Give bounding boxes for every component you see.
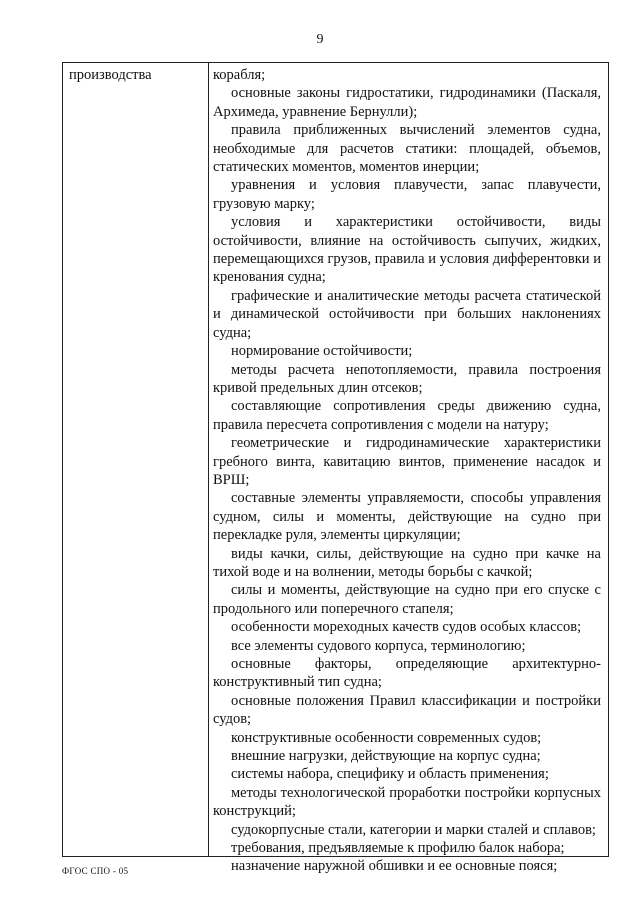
list-item: составные элементы управляемости, способы управления судном, силы и моменты, действующие на судно при перекладке руля, элементы циркуляции;: [213, 490, 601, 544]
list-item: методы технологической проработки постройки корпусных конструкций;: [213, 784, 601, 820]
list-item: конструктивные особенности современных судов;: [231, 729, 542, 746]
list-item: нормирование остойчивости;: [231, 343, 413, 360]
list-item: системы набора, специфику и область применения;: [231, 766, 549, 783]
list-item: графические и аналитические методы расчета статической и динамической остойчивости при больших наклонениях судна;: [213, 287, 601, 341]
list-item: основные законы гидростатики, гидродинамики (Паскаля, Архимеда, уравнение Бернулли);: [213, 85, 601, 120]
footer-code: ФГОС СПО - 05: [62, 866, 129, 876]
list-item: виды качки, силы, действующие на судно при качке на тихой воде и на волнении, методы борьбы с качкой;: [213, 545, 601, 580]
list-item: условия и характеристики остойчивости, виды остойчивости, влияние на остойчивость сыпучих, жидких, перемещающихся грузов, правила и условия дифферентовки и кренования судна;: [213, 214, 601, 286]
left-cell-text: производства: [69, 67, 152, 83]
list-item: составляющие сопротивления среды движению судна, правила пересчета сопротивления с модели на натуру;: [213, 398, 601, 433]
list-item: судокорпусные стали, категории и марки сталей и сплавов;: [231, 821, 596, 838]
page-number: 9: [316, 32, 324, 47]
list-item: внешние нагрузки, действующие на корпус судна;: [231, 748, 541, 765]
right-cell: [213, 66, 601, 876]
column-divider: [208, 63, 209, 856]
list-item: уравнения и условия плавучести, запас плавучести, грузовую марку;: [213, 177, 601, 212]
list-item: методы расчета непотопляемости, правила построения кривой предельных длин отсеков;: [213, 361, 601, 396]
list-item: все элементы судового корпуса, терминологию;: [231, 637, 526, 654]
list-item: назначение наружной обшивки и ее основные пояся;: [231, 858, 558, 875]
list-item: правила приближенных вычислений элементов судна, необходимые для расчетов статики: площадей, объемов, статических моментов, моментов инерции;: [213, 122, 601, 176]
list-item: основные положения Правил классификации и постройки судов;: [213, 692, 601, 728]
list-item: особенности мореходных качеств судов особых классов;: [231, 619, 582, 636]
list-item: геометрические и гидродинамические характеристики гребного винта, кавитацию винтов, применение насадок и ВРШ;: [213, 435, 601, 488]
list-item: требования, предъявляемые к профилю балок набора;: [231, 840, 565, 857]
list-item: корабля;: [213, 67, 266, 83]
list-item: силы и моменты, действующие на судно при его спуске с продольного или поперечного стапеля;: [213, 582, 601, 617]
list-item: основные факторы, определяющие архитектурно-конструктивный тип судна;: [213, 656, 601, 691]
